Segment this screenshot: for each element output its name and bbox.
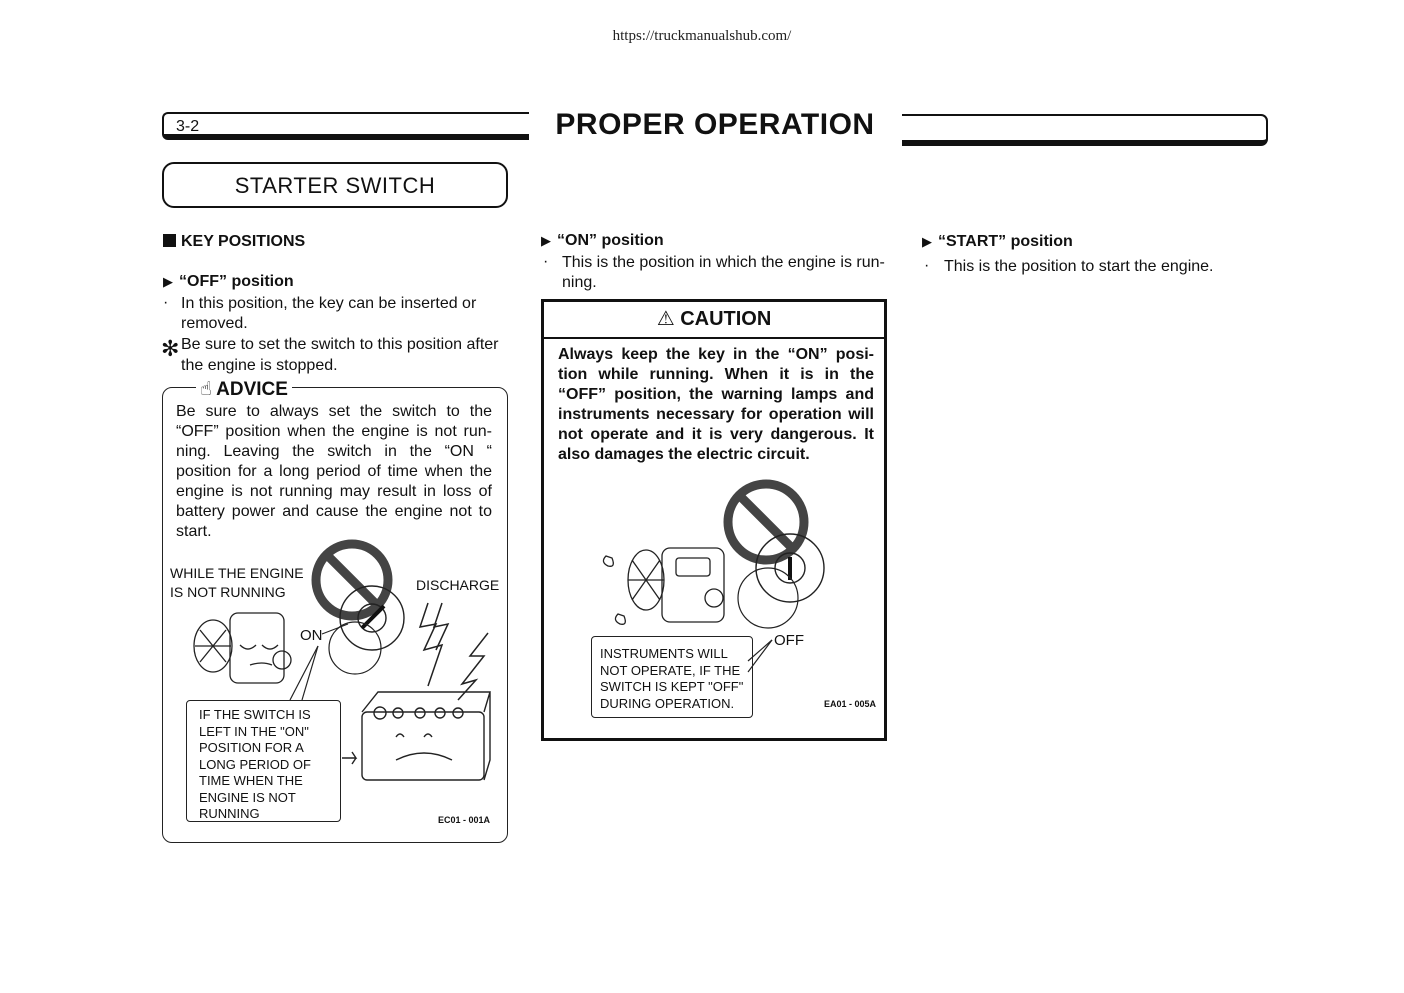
key-positions-heading: KEY POSITIONS bbox=[163, 233, 305, 251]
fig-label-off: OFF bbox=[774, 632, 804, 649]
caution-callout: INSTRUMENTS WILL NOT OPERATE, IF THE SWITCH IS KEPT "OFF" DURING OPERATION. bbox=[591, 636, 753, 718]
key-switch-icon bbox=[738, 534, 824, 628]
advice-callout: IF THE SWITCH IS LEFT IN THE "ON" POSITION FOR A LONG PERIOD OF TIME WHEN THE ENGINE IS NOT RUNNING bbox=[186, 700, 341, 822]
caution-heading: ⚠ CAUTION bbox=[541, 299, 887, 339]
page-title: PROPER OPERATION bbox=[555, 108, 875, 141]
engine-icon bbox=[603, 548, 724, 624]
off-note-2: the engine is stopped. bbox=[181, 357, 338, 374]
triangle-bullet-icon: ▶ bbox=[922, 234, 932, 249]
triangle-bullet-icon: ▶ bbox=[163, 274, 173, 289]
source-url[interactable]: https://truckmanualshub.com/ bbox=[612, 28, 792, 44]
dot-bullet-icon: · bbox=[163, 294, 169, 311]
advice-figure-code: EC01 - 001A bbox=[438, 815, 491, 825]
asterisk-icon: ✻ bbox=[161, 336, 180, 361]
section-title: STARTER SWITCH bbox=[234, 173, 436, 198]
start-line-1: This is the position to start the engine. bbox=[944, 258, 1214, 275]
warning-triangle-icon: ⚠ bbox=[656, 308, 675, 330]
triangle-bullet-icon: ▶ bbox=[541, 233, 551, 248]
off-note-1: Be sure to set the switch to this position after bbox=[181, 336, 499, 353]
fig-label-on: ON bbox=[300, 627, 323, 644]
off-line-2: removed. bbox=[181, 315, 248, 332]
fig-label-while-2: IS NOT RUNNING bbox=[170, 584, 286, 600]
off-position-heading: ▶ “OFF” position bbox=[163, 273, 294, 290]
hand-pointer-icon: ☝ bbox=[200, 379, 212, 400]
on-line-1: This is the position in which the engine is run- bbox=[562, 254, 885, 271]
prohibition-icon bbox=[728, 484, 804, 560]
start-position-heading: ▶ “START” position bbox=[922, 233, 1073, 250]
caution-text: Always keep the key in the “ON” posi- tion while running. When it is in the “OFF” position, the warning lamps and instruments necessary for operation will not operate and it is very dangerous. It also damages the electric circuit. bbox=[558, 346, 874, 463]
advice-text: Be sure to always set the switch to the “OFF” position when the engine is not run- ning. Leaving the switch in the “ON “ position for a long period of time when the engine is not running may result in loss of battery power and cause the engine not to start. bbox=[176, 403, 492, 540]
dot-bullet-icon: · bbox=[543, 253, 549, 270]
off-line-1: In this position, the key can be inserted or bbox=[181, 295, 477, 312]
on-line-2: ning. bbox=[562, 274, 597, 291]
dot-bullet-icon: · bbox=[924, 257, 930, 274]
fig-label-while-1: WHILE THE ENGINE bbox=[170, 565, 304, 581]
caution-figure-code: EA01 - 005A bbox=[824, 699, 877, 709]
on-position-heading: ▶ “ON” position bbox=[541, 232, 664, 249]
fig-label-discharge: DISCHARGE bbox=[416, 577, 500, 593]
page-number: 3-2 bbox=[176, 118, 200, 135]
advice-label: ☝ ADVICE bbox=[196, 378, 292, 401]
